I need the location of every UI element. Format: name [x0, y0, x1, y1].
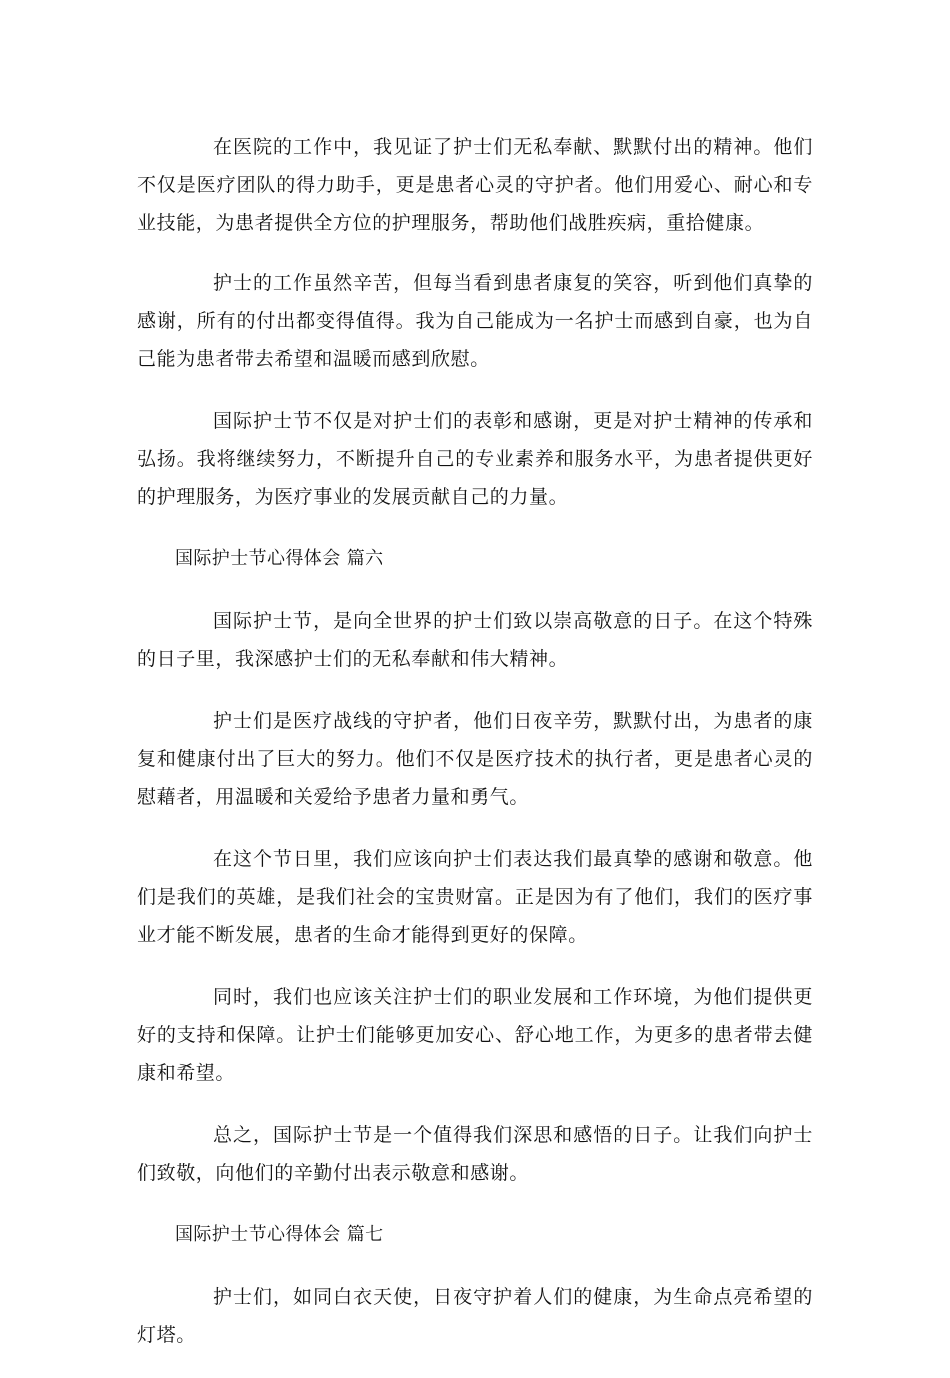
document-body — [137, 128, 813, 1378]
section-heading: 国际护士节心得体会 篇七 — [175, 1224, 384, 1245]
paragraph: 护士们是医疗战线的守护者，他们日夜辛劳，默默付出，为患者的康复和健康付出了巨大的努力。他们不仅是医疗技术的执行者，更是患者心灵的慰藉者，用温暖和关爱给予患者力量和勇气。 — [137, 710, 813, 808]
paragraph: 在这个节日里，我们应该向护士们表达我们最真挚的感谢和敬意。他们是我们的英雄，是我们社会的宝贵财富。正是因为有了他们，我们的医疗事业才能不断发展，患者的生命才能得到更好的保障。 — [137, 848, 813, 946]
paragraph: 在医院的工作中，我见证了护士们无私奉献、默默付出的精神。他们不仅是医疗团队的得力助手，更是患者心灵的守护者。他们用爱心、耐心和专业技能，为患者提供全方位的护理服务，帮助他们战胜疾病，重拾健康。 — [137, 136, 813, 234]
paragraph: 护士们，如同白衣天使，日夜守护着人们的健康，为生命点亮希望的灯塔。 — [137, 1286, 813, 1346]
paragraph: 同时，我们也应该关注护士们的职业发展和工作环境，为他们提供更好的支持和保障。让护士们能够更加安心、舒心地工作，为更多的患者带去健康和希望。 — [137, 986, 813, 1084]
paragraph: 护士的工作虽然辛苦，但每当看到患者康复的笑容，听到他们真挚的感谢，所有的付出都变得值得。我为自己能成为一名护士而感到自豪，也为自己能为患者带去希望和温暖而感到欣慰。 — [137, 272, 813, 370]
paragraph: 国际护士节不仅是对护士们的表彰和感谢，更是对护士精神的传承和弘扬。我将继续努力，不断提升自己的专业素养和服务水平，为患者提供更好的护理服务，为医疗事业的发展贡献自己的力量。 — [137, 410, 813, 508]
section-heading: 国际护士节心得体会 篇六 — [175, 548, 384, 569]
paragraph: 总之，国际护士节是一个值得我们深思和感悟的日子。让我们向护士们致敬，向他们的辛勤付出表示敬意和感谢。 — [137, 1124, 813, 1184]
paragraph: 国际护士节，是向全世界的护士们致以崇高敬意的日子。在这个特殊的日子里，我深感护士们的无私奉献和伟大精神。 — [137, 610, 813, 670]
